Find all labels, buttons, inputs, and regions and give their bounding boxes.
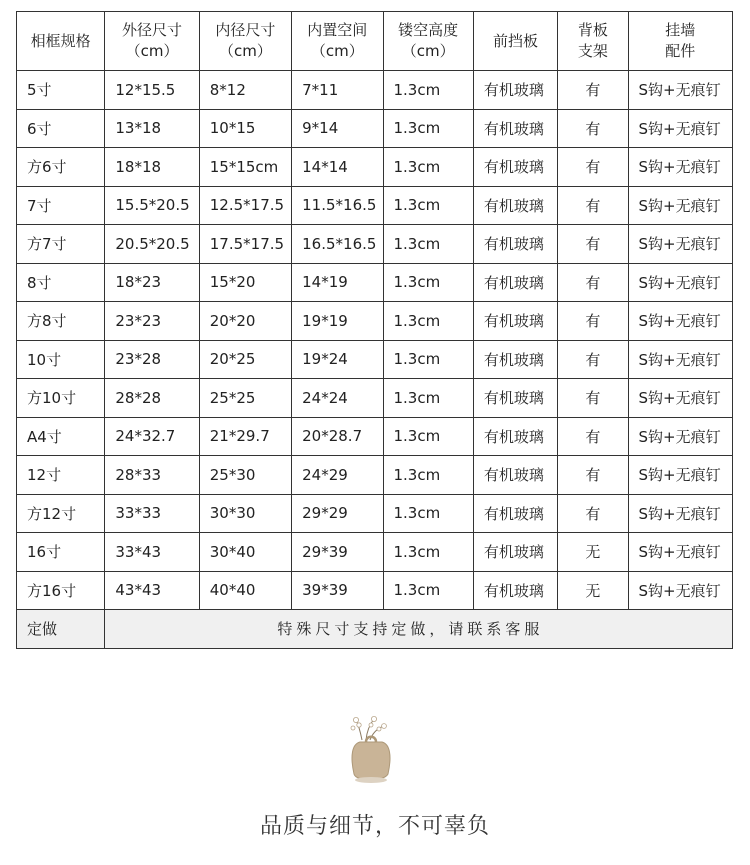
cell-inner-space: 29*39	[292, 533, 383, 572]
cell-wall-accessory: S钩+无痕钉	[628, 456, 733, 495]
cell-hollow-height: 1.3cm	[383, 302, 473, 341]
column-header	[292, 12, 383, 71]
cell-inner-size: 25*30	[199, 456, 291, 495]
cell-inner-space: 16.5*16.5	[292, 225, 383, 264]
table-row	[17, 263, 733, 302]
cell-wall-accessory: S钩+无痕钉	[628, 186, 733, 225]
cell-outer-size: 18*23	[105, 263, 199, 302]
table-row	[17, 379, 733, 418]
cell-inner-space: 24*24	[292, 379, 383, 418]
cell-hollow-height: 1.3cm	[383, 109, 473, 148]
cell-hollow-height: 1.3cm	[383, 533, 473, 572]
cell-front-panel: 有机玻璃	[473, 533, 557, 572]
cell-inner-size: 25*25	[199, 379, 291, 418]
cell-inner-size: 30*40	[199, 533, 291, 572]
cell-inner-space: 7*11	[292, 71, 383, 110]
cell-inner-size: 10*15	[199, 109, 291, 148]
cell-outer-size: 20.5*20.5	[105, 225, 199, 264]
cell-hollow-height: 1.3cm	[383, 494, 473, 533]
column-header-line1: 镂空高度	[398, 21, 459, 39]
cell-hollow-height: 1.3cm	[383, 148, 473, 187]
cell-frame-size: 12寸	[17, 456, 105, 495]
cell-hollow-height: 1.3cm	[383, 571, 473, 610]
cell-hollow-height: 1.3cm	[383, 456, 473, 495]
cell-back-stand: 有	[558, 225, 628, 264]
cell-outer-size: 24*32.7	[105, 417, 199, 456]
cell-hollow-height: 1.3cm	[383, 71, 473, 110]
cell-back-stand: 有	[558, 494, 628, 533]
cell-outer-size: 18*18	[105, 148, 199, 187]
vase-with-flowers-icon	[340, 716, 412, 788]
column-header-line2: （cm）	[401, 42, 455, 60]
cell-front-panel: 有机玻璃	[473, 417, 557, 456]
cell-front-panel: 有机玻璃	[473, 340, 557, 379]
cell-inner-size: 8*12	[199, 71, 291, 110]
cell-inner-space: 20*28.7	[292, 417, 383, 456]
cell-front-panel: 有机玻璃	[473, 71, 557, 110]
column-header	[105, 12, 199, 71]
cell-frame-size: 6寸	[17, 109, 105, 148]
table-row	[17, 109, 733, 148]
cell-front-panel: 有机玻璃	[473, 186, 557, 225]
cell-inner-space: 14*14	[292, 148, 383, 187]
table-row	[17, 71, 733, 110]
cell-outer-size: 15.5*20.5	[105, 186, 199, 225]
tagline: 品质与细节，不可辜负	[259, 814, 490, 839]
custom-order-row	[17, 610, 733, 649]
cell-inner-size: 20*25	[199, 340, 291, 379]
column-header	[17, 12, 105, 71]
cell-inner-space: 29*29	[292, 494, 383, 533]
table-row	[17, 302, 733, 341]
cell-outer-size: 28*33	[105, 456, 199, 495]
cell-back-stand: 有	[558, 148, 628, 187]
column-header-line1: 背板	[577, 21, 608, 39]
frame-spec-table	[16, 11, 733, 649]
cell-back-stand: 有	[558, 417, 628, 456]
cell-outer-size: 33*43	[105, 533, 199, 572]
cell-frame-size: 16寸	[17, 533, 105, 572]
cell-wall-accessory: S钩+无痕钉	[628, 379, 733, 418]
cell-front-panel: 有机玻璃	[473, 494, 557, 533]
cell-outer-size: 23*28	[105, 340, 199, 379]
table-header-row	[17, 12, 733, 71]
cell-back-stand: 无	[558, 571, 628, 610]
table-row	[17, 225, 733, 264]
cell-hollow-height: 1.3cm	[383, 225, 473, 264]
cell-wall-accessory: S钩+无痕钉	[628, 225, 733, 264]
cell-wall-accessory: S钩+无痕钉	[628, 340, 733, 379]
cell-outer-size: 28*28	[105, 379, 199, 418]
cell-front-panel: 有机玻璃	[473, 379, 557, 418]
cell-inner-size: 15*15cm	[199, 148, 291, 187]
cell-frame-size: 8寸	[17, 263, 105, 302]
table-row	[17, 186, 733, 225]
cell-inner-size: 21*29.7	[199, 417, 291, 456]
column-header	[473, 12, 557, 71]
cell-wall-accessory: S钩+无痕钉	[628, 71, 733, 110]
cell-frame-size: 10寸	[17, 340, 105, 379]
cell-back-stand: 有	[558, 109, 628, 148]
cell-back-stand: 有	[558, 263, 628, 302]
column-header-line2: 支架	[577, 42, 608, 60]
cell-inner-space: 39*39	[292, 571, 383, 610]
cell-frame-size: 方16寸	[17, 571, 105, 610]
table-row	[17, 340, 733, 379]
table-row	[17, 494, 733, 533]
cell-front-panel: 有机玻璃	[473, 302, 557, 341]
cell-hollow-height: 1.3cm	[383, 340, 473, 379]
custom-order-label: 定做	[17, 610, 105, 649]
custom-order-note: 特殊尺寸支持定做，请联系客服	[105, 610, 733, 649]
cell-inner-size: 12.5*17.5	[199, 186, 291, 225]
column-header-line1: 前挡板	[493, 31, 539, 50]
spec-table-container	[16, 11, 733, 649]
cell-back-stand: 无	[558, 533, 628, 572]
cell-inner-space: 14*19	[292, 263, 383, 302]
cell-inner-size: 20*20	[199, 302, 291, 341]
cell-outer-size: 33*33	[105, 494, 199, 533]
cell-frame-size: 方7寸	[17, 225, 105, 264]
cell-hollow-height: 1.3cm	[383, 263, 473, 302]
cell-outer-size: 12*15.5	[105, 71, 199, 110]
cell-wall-accessory: S钩+无痕钉	[628, 148, 733, 187]
table-row	[17, 417, 733, 456]
column-header	[558, 12, 628, 71]
cell-wall-accessory: S钩+无痕钉	[628, 263, 733, 302]
cell-inner-space: 24*29	[292, 456, 383, 495]
cell-frame-size: 5寸	[17, 71, 105, 110]
table-row	[17, 571, 733, 610]
cell-wall-accessory: S钩+无痕钉	[628, 571, 733, 610]
cell-inner-size: 40*40	[199, 571, 291, 610]
column-header-line2: （cm）	[125, 42, 179, 60]
cell-back-stand: 有	[558, 71, 628, 110]
cell-wall-accessory: S钩+无痕钉	[628, 533, 733, 572]
cell-inner-size: 17.5*17.5	[199, 225, 291, 264]
cell-back-stand: 有	[558, 302, 628, 341]
cell-inner-space: 9*14	[292, 109, 383, 148]
column-header-line1: 内置空间	[307, 21, 368, 39]
cell-front-panel: 有机玻璃	[473, 456, 557, 495]
cell-back-stand: 有	[558, 340, 628, 379]
cell-front-panel: 有机玻璃	[473, 148, 557, 187]
column-header-line2: （cm）	[219, 42, 272, 60]
column-header-line2: 配件	[665, 42, 696, 60]
cell-hollow-height: 1.3cm	[383, 379, 473, 418]
cell-front-panel: 有机玻璃	[473, 571, 557, 610]
cell-outer-size: 43*43	[105, 571, 199, 610]
cell-inner-size: 15*20	[199, 263, 291, 302]
cell-inner-size: 30*30	[199, 494, 291, 533]
table-body	[17, 71, 733, 610]
cell-back-stand: 有	[558, 186, 628, 225]
cell-frame-size: 方10寸	[17, 379, 105, 418]
cell-inner-space: 19*19	[292, 302, 383, 341]
table-row	[17, 456, 733, 495]
cell-front-panel: 有机玻璃	[473, 263, 557, 302]
cell-frame-size: 方6寸	[17, 148, 105, 187]
cell-inner-space: 19*24	[292, 340, 383, 379]
cell-frame-size: 方12寸	[17, 494, 105, 533]
table-row	[17, 148, 733, 187]
cell-wall-accessory: S钩+无痕钉	[628, 494, 733, 533]
cell-front-panel: 有机玻璃	[473, 109, 557, 148]
cell-wall-accessory: S钩+无痕钉	[628, 109, 733, 148]
column-header	[199, 12, 291, 71]
cell-back-stand: 有	[558, 456, 628, 495]
table-row	[17, 533, 733, 572]
cell-frame-size: 7寸	[17, 186, 105, 225]
cell-inner-space: 11.5*16.5	[292, 186, 383, 225]
cell-front-panel: 有机玻璃	[473, 225, 557, 264]
cell-hollow-height: 1.3cm	[383, 417, 473, 456]
cell-outer-size: 23*23	[105, 302, 199, 341]
cell-back-stand: 有	[558, 379, 628, 418]
cell-outer-size: 13*18	[105, 109, 199, 148]
column-header	[383, 12, 473, 71]
cell-hollow-height: 1.3cm	[383, 186, 473, 225]
cell-frame-size: 方8寸	[17, 302, 105, 341]
column-header-line2: （cm）	[310, 42, 364, 60]
column-header-line1: 挂墙	[665, 21, 696, 39]
column-header-line1: 相框规格	[30, 31, 91, 50]
cell-wall-accessory: S钩+无痕钉	[628, 417, 733, 456]
cell-frame-size: A4寸	[17, 417, 105, 456]
cell-wall-accessory: S钩+无痕钉	[628, 302, 733, 341]
column-header	[628, 12, 733, 71]
column-header-line1: 外径尺寸	[122, 21, 183, 39]
column-header-line1: 内径尺寸	[215, 21, 276, 39]
